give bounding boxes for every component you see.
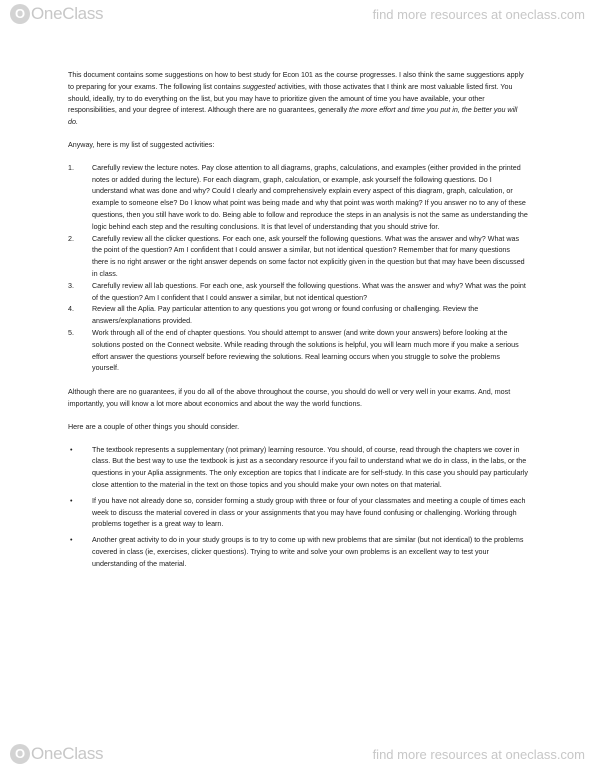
list-item: 1. Carefully review the lecture notes. Pay close attention to all diagrams, graphs, calculations, and examples (either provided in the printed notes or added during the lecture). For each diagram, graph, calculation, or example, ask yourself the following questions. Do I understand what was done and why? Could I clearly and comprehensively explain every aspect of this diagram, graph, calculation, or example to someone else? Do I know what point was being made and why that point was worth making? If you answer no to any of these questions, then you still have work to do. Being able to follow and reproduce the steps in an analysis is not the same as understanding the logic behind each step and the resulting conclusions. It is that level of understanding that you should strive for. <box>68 163 528 231</box>
logo-text: OneClass <box>31 744 104 763</box>
bullet-icon: • <box>70 445 73 454</box>
list-item: • Another great activity to do in your study groups is to try to come up with new problems that are similar (but not identical) to the problems covered in class (ie, exercises, clicker questions). Trying to write and solve your own problems is an excellent way to test your understanding of the material. <box>70 536 524 568</box>
oneclass-logo-icon: O <box>10 4 30 24</box>
list-item: 3. Carefully review all lab questions. For each one, ask yourself the following questions. What was the answer and why? What was the point of the question? Am I confident that I could answer a similar, but not identical question? <box>68 281 526 302</box>
oneclass-logo[interactable] <box>10 744 103 764</box>
header-resources-link[interactable]: find more resources at oneclass.com <box>372 7 585 22</box>
summary-paragraph: Although there are no guarantees, if you do all of the above throughout the course, you should do well or very well in your exams. And, most importantly, you will know a lot more about economics and about the way the world functions. <box>68 388 511 408</box>
list-lead-in: Anyway, here is my list of suggested activities: <box>68 140 215 149</box>
bullet-icon: • <box>70 496 73 505</box>
logo-text: OneClass <box>31 4 104 23</box>
page-footer <box>0 740 595 770</box>
suggested-activities-list <box>68 163 528 375</box>
list-item: • The textbook represents a supplementary (not primary) learning resource. You should, of course, read through the chapters we cover in class. But the best way to use the textbook is just as a secondary resource if you fail to understand what we do in class, in the labs, or the questions in your Aplia assignments. The only exception are topics that I indicate are for self-study. In this case you should pay particularly close attention to the material in the text on those topics and you should make your own notes on that material. <box>70 445 528 489</box>
list-item: 4. Review all the Aplia. Pay particular attention to any questions you got wrong or found confusing or challenging. Review the answers/explanations provided. <box>68 305 479 326</box>
oneclass-logo-icon: O <box>10 744 30 764</box>
list-item: 5. Work through all of the end of chapter questions. You should attempt to answer (and write down your answers) before looking at the solutions posted on the Connect website. While reading through the solutions is helpful, you will learn much more if you make a serious effort answer the questions yourself before reviewing the solutions. Real learning occurs when you struggle to solve the problems yourself. <box>68 328 519 373</box>
page-header <box>0 0 595 32</box>
document-body <box>68 70 528 574</box>
intro-paragraph: This document contains some suggestions on how to best study for Econ 101 as the course progresses. I also think the same suggestions apply to preparing for your exams. The following list contains suggested activities, with those activates that I think are most valuable listed first. You should, ideally, try to do everything on the list, but you may have to prioritize given the amount of time you have available, your other responsibilities, and your degree of interest. Although there are no guarantees, generally the more effort and time you put in, the better you will do. <box>68 71 524 127</box>
bullet-icon: • <box>70 536 73 545</box>
consider-paragraph: Here are a couple of other things you should consider. <box>68 422 240 431</box>
oneclass-logo[interactable] <box>10 4 103 24</box>
other-things-list <box>68 445 528 571</box>
footer-resources-link[interactable]: find more resources at oneclass.com <box>372 747 585 762</box>
list-item: • If you have not already done so, consider forming a study group with three or four of your classmates and meeting a couple of times each week to discuss the material covered in class or your assignments that you may have found confusing or challenging. Working through problems together is a great way to learn. <box>70 496 526 529</box>
list-item: 2. Carefully review all the clicker questions. For each one, ask yourself the following questions. What was the answer and why? What was the point of the question? Am I confident that I could answer a similar, but not identical question? Remember that for many questions there is no right answer or the right answer depends on some factor not explicitly given in the question but that may have been discussed in class. <box>68 234 525 278</box>
